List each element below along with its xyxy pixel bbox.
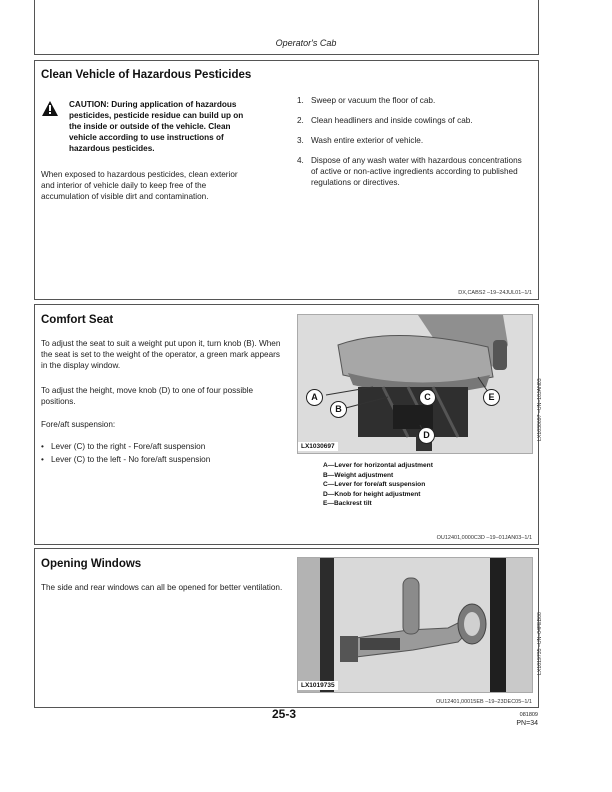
caution-line: vehicle according to use instructions of xyxy=(69,133,224,142)
caution-line: hazardous pesticides. xyxy=(69,144,155,153)
seat-para-weight: To adjust the seat to suit a weight put upon it, turn knob (B). When the seat is set to the weight of the operator, a green mark appears in the display window. xyxy=(41,339,281,370)
caution-text xyxy=(69,99,279,154)
header-rule xyxy=(34,54,539,55)
callout-c: C xyxy=(419,389,436,406)
list-item: 2. Clean headliners and inside cowlings of cab. xyxy=(297,116,473,125)
body-line: and interior of vehicle daily to keep free of the xyxy=(41,181,207,190)
body-line: accumulation of visible dirt and contamination. xyxy=(41,192,209,201)
section-opening-windows xyxy=(34,548,543,708)
seat-illustration xyxy=(298,315,533,454)
cleaning-steps xyxy=(297,95,525,197)
section-title-windows: Opening Windows xyxy=(41,558,142,570)
figure-side-ref: LX1019735 –UN–04FEB00 xyxy=(537,612,543,675)
list-item: • Lever (C) to the left - No fore/aft suspension xyxy=(41,455,211,464)
section-comfort-seat xyxy=(34,304,543,545)
warning-icon xyxy=(42,101,58,116)
figure-label: LX1019735 xyxy=(298,681,338,690)
section-pesticides xyxy=(34,60,539,300)
footer-pn: PN=34 xyxy=(516,720,538,727)
list-item: 1. Sweep or vacuum the floor of cab. xyxy=(297,96,436,105)
list-item: 3. Wash entire exterior of vehicle. xyxy=(297,136,424,145)
seat-para-foreaft: Fore/aft suspension: xyxy=(41,420,116,429)
figure-side-ref: LX1030697 –UN–10JAN03 xyxy=(537,378,543,441)
seat-para-height: To adjust the height, move knob (D) to one of four possible positions. xyxy=(41,386,254,406)
footer-code: 081809 xyxy=(519,712,538,718)
callout-a: A xyxy=(306,389,323,406)
section-ref: OU12401,00015EB –19–23DEC05–1/1 xyxy=(435,699,532,705)
seat-legend xyxy=(323,461,523,509)
callout-b: B xyxy=(330,401,347,418)
page-number: 25-3 xyxy=(272,707,297,721)
callout-d: D xyxy=(418,427,435,444)
caution-line: pesticides, pesticide residue can build up on xyxy=(69,111,244,120)
section-title-pesticides: Clean Vehicle of Hazardous Pesticides xyxy=(41,69,252,81)
legend-item: D—Knob for height adjustment xyxy=(323,490,421,498)
seat-figure xyxy=(297,314,533,454)
section-title-seat: Comfort Seat xyxy=(41,314,114,326)
callout-e: E xyxy=(483,389,500,406)
running-header: Operator's Cab xyxy=(275,38,337,48)
pesticide-body xyxy=(41,169,281,202)
legend-item: C—Lever for fore/aft suspension xyxy=(323,481,426,488)
body-line: When exposed to hazardous pesticides, clean exterior xyxy=(41,170,238,179)
window-illustration xyxy=(298,558,533,693)
legend-item: A—Lever for horizontal adjustment xyxy=(323,462,433,469)
section-ref: DX,CABS2 –19–24JUL01–1/1 xyxy=(458,290,532,296)
legend-item: E—Backrest tilt xyxy=(323,500,372,507)
figure-label: LX1030697 xyxy=(298,442,338,451)
seat-bullets xyxy=(41,440,287,466)
legend-item: B—Weight adjustment xyxy=(323,471,394,479)
section-ref: OU12401,0000C3D –19–01JAN03–1/1 xyxy=(436,535,532,541)
list-item: • Lever (C) to the right - Fore/aft suspension xyxy=(41,442,206,451)
caution-line: CAUTION: During application of hazardous xyxy=(69,100,237,109)
windows-para: The side and rear windows can all be opened for better ventilation. xyxy=(41,583,283,592)
window-figure xyxy=(297,557,533,693)
caution-line: the inside or outside of the vehicle. Clean xyxy=(69,122,231,131)
list-item: 4. Dispose of any wash water with hazardous concentrations of active or non-active ingredients according to published regulations or directives. xyxy=(297,156,522,187)
